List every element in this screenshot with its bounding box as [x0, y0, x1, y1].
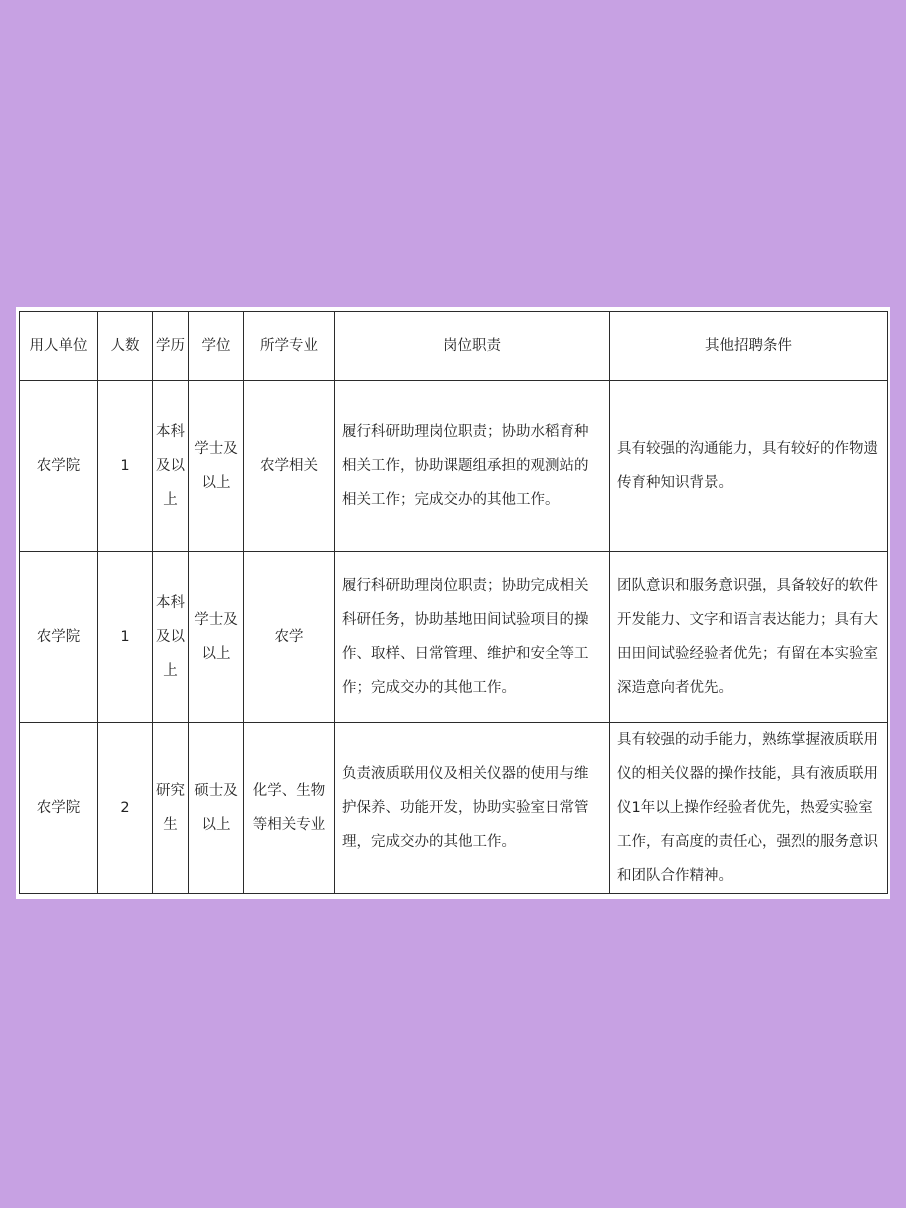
cell-major: 化学、生物等相关专业 [244, 723, 335, 894]
header-duties: 岗位职责 [335, 312, 610, 381]
cell-count: 1 [98, 552, 153, 723]
cell-duties: 履行科研助理岗位职责；协助水稻育种相关工作，协助课题组承担的观测站的相关工作；完成交办的其他工作。 [335, 381, 610, 552]
cell-major: 农学 [244, 552, 335, 723]
header-requirements: 其他招聘条件 [610, 312, 888, 381]
cell-education: 研究生 [153, 723, 189, 894]
cell-degree: 硕士及以上 [189, 723, 244, 894]
header-degree: 学位 [189, 312, 244, 381]
cell-degree: 学士及以上 [189, 381, 244, 552]
cell-education: 本科及以上 [153, 552, 189, 723]
cell-requirements: 团队意识和服务意识强，具备较好的软件开发能力、文字和语言表达能力；具有大田田间试验经验者优先；有留在本实验室深造意向者优先。 [610, 552, 888, 723]
recruitment-sheet [16, 307, 890, 899]
cell-major: 农学相关 [244, 381, 335, 552]
cell-count: 1 [98, 381, 153, 552]
header-major: 所学专业 [244, 312, 335, 381]
header-education: 学历 [153, 312, 189, 381]
table-row [20, 723, 888, 894]
cell-duties: 履行科研助理岗位职责；协助完成相关科研任务，协助基地田间试验项目的操作、取样、日常管理、维护和安全等工作；完成交办的其他工作。 [335, 552, 610, 723]
cell-duties: 负责液质联用仪及相关仪器的使用与维护保养、功能开发，协助实验室日常管理，完成交办的其他工作。 [335, 723, 610, 894]
cell-unit: 农学院 [20, 552, 98, 723]
cell-count: 2 [98, 723, 153, 894]
table-row [20, 381, 888, 552]
cell-requirements: 具有较强的沟通能力，具有较好的作物遗传育种知识背景。 [610, 381, 888, 552]
recruitment-table [19, 311, 888, 894]
cell-requirements: 具有较强的动手能力，熟练掌握液质联用仪的相关仪器的操作技能，具有液质联用仪1年以上操作经验者优先，热爱实验室工作，有高度的责任心，强烈的服务意识和团队合作精神。 [610, 723, 888, 894]
table-row [20, 552, 888, 723]
header-unit: 用人单位 [20, 312, 98, 381]
cell-unit: 农学院 [20, 381, 98, 552]
cell-degree: 学士及以上 [189, 552, 244, 723]
table-header-row [20, 312, 888, 381]
cell-education: 本科及以上 [153, 381, 189, 552]
cell-unit: 农学院 [20, 723, 98, 894]
header-count: 人数 [98, 312, 153, 381]
